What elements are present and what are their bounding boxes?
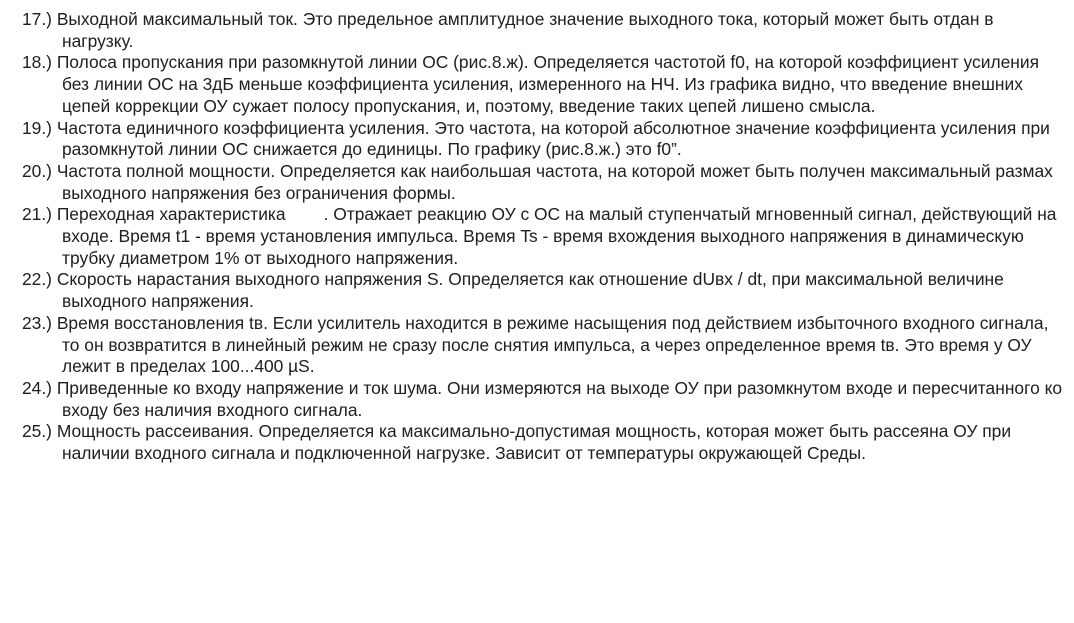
item-number: 20.) <box>22 160 52 181</box>
item-text-part-1: Переходная характеристика <box>56 204 286 225</box>
item-number: 21.) <box>22 204 52 225</box>
item-text: Скорость нарастания выходного напряжения S. Определяется как отношение dUвх / dt, при максимальной величине выходного напряжения. <box>56 269 1004 312</box>
item-number: 19.) <box>22 117 52 138</box>
item-text: Выходной максимальный ток. Это предельное амплитудное значение выходного тока, который может быть отдан в нагрузку. <box>56 9 994 51</box>
list-item <box>22 269 1067 312</box>
item-text: Частота единичного коэффициента усиления. Это частота, на которой абсолютное значение коэффициента усиления при разомкнутой линии ОС снижается до единицы. По графику (рис.8.ж.) это f0”. <box>56 117 1050 160</box>
item-number: 22.) <box>22 269 52 290</box>
document-body <box>22 9 1067 465</box>
item-number: 17.) <box>22 9 52 29</box>
item-text-part-2: . Отражает реакцию ОУ с ОС на малый ступенчатый мгновенный сигнал, действующий на входе. Время t1 - время установления импульса. Время Ts - время вхождения выходного напряжения в динамическую трубку диаметром 1% от выходного напряжения. <box>62 204 1057 268</box>
list-item <box>22 9 1067 52</box>
list-item <box>22 52 1067 117</box>
item-text: Приведенные ко входу напряжение и ток шума. Они измеряются на выходе ОУ при разомкнутом входе и пересчитанного ко входу без наличия входного сигнала. <box>56 377 1063 420</box>
list-item <box>22 204 1067 269</box>
list-item <box>22 313 1067 378</box>
item-number: 18.) <box>22 52 52 73</box>
list-item <box>22 378 1067 421</box>
list-item <box>22 118 1067 161</box>
list-item <box>22 161 1067 204</box>
item-number: 24.) <box>22 377 52 398</box>
item-text: Полоса пропускания при разомкнутой линии ОС (рис.8.ж). Определяется частотой f0, на которой коэффициент усиления без линии ОС на 3дБ меньше коэффициента усиления, измеренного на НЧ. Из графика видно, что введение внешних цепей коррекции ОУ сужает полосу пропускания, и, поэтому, введение таких цепей лишено смысла. <box>56 52 1040 116</box>
list-item <box>22 421 1067 464</box>
item-text: Мощность рассеивания. Определяется ка максимально-допустимая мощность, которая может быть рассеяна ОУ при наличии входного сигнала и подключенной нагрузке. Зависит от температуры окружающей Среды. <box>56 421 1012 464</box>
item-number: 25.) <box>22 421 52 442</box>
item-text: Время восстановления tв. Если усилитель находится в режиме насыщения под действием избыточного входного сигнала, то он возвратится в линейный режим не сразу после снятия импульса, а через определенное время tв. Это время у ОУ лежит в пределах 100...400 µS. <box>56 312 1049 377</box>
item-text: Частота полной мощности. Определяется как наибольшая частота, на которой может быть получен максимальный размах выходного напряжения без ограничения формы. <box>56 160 1053 203</box>
item-number: 23.) <box>22 312 52 333</box>
